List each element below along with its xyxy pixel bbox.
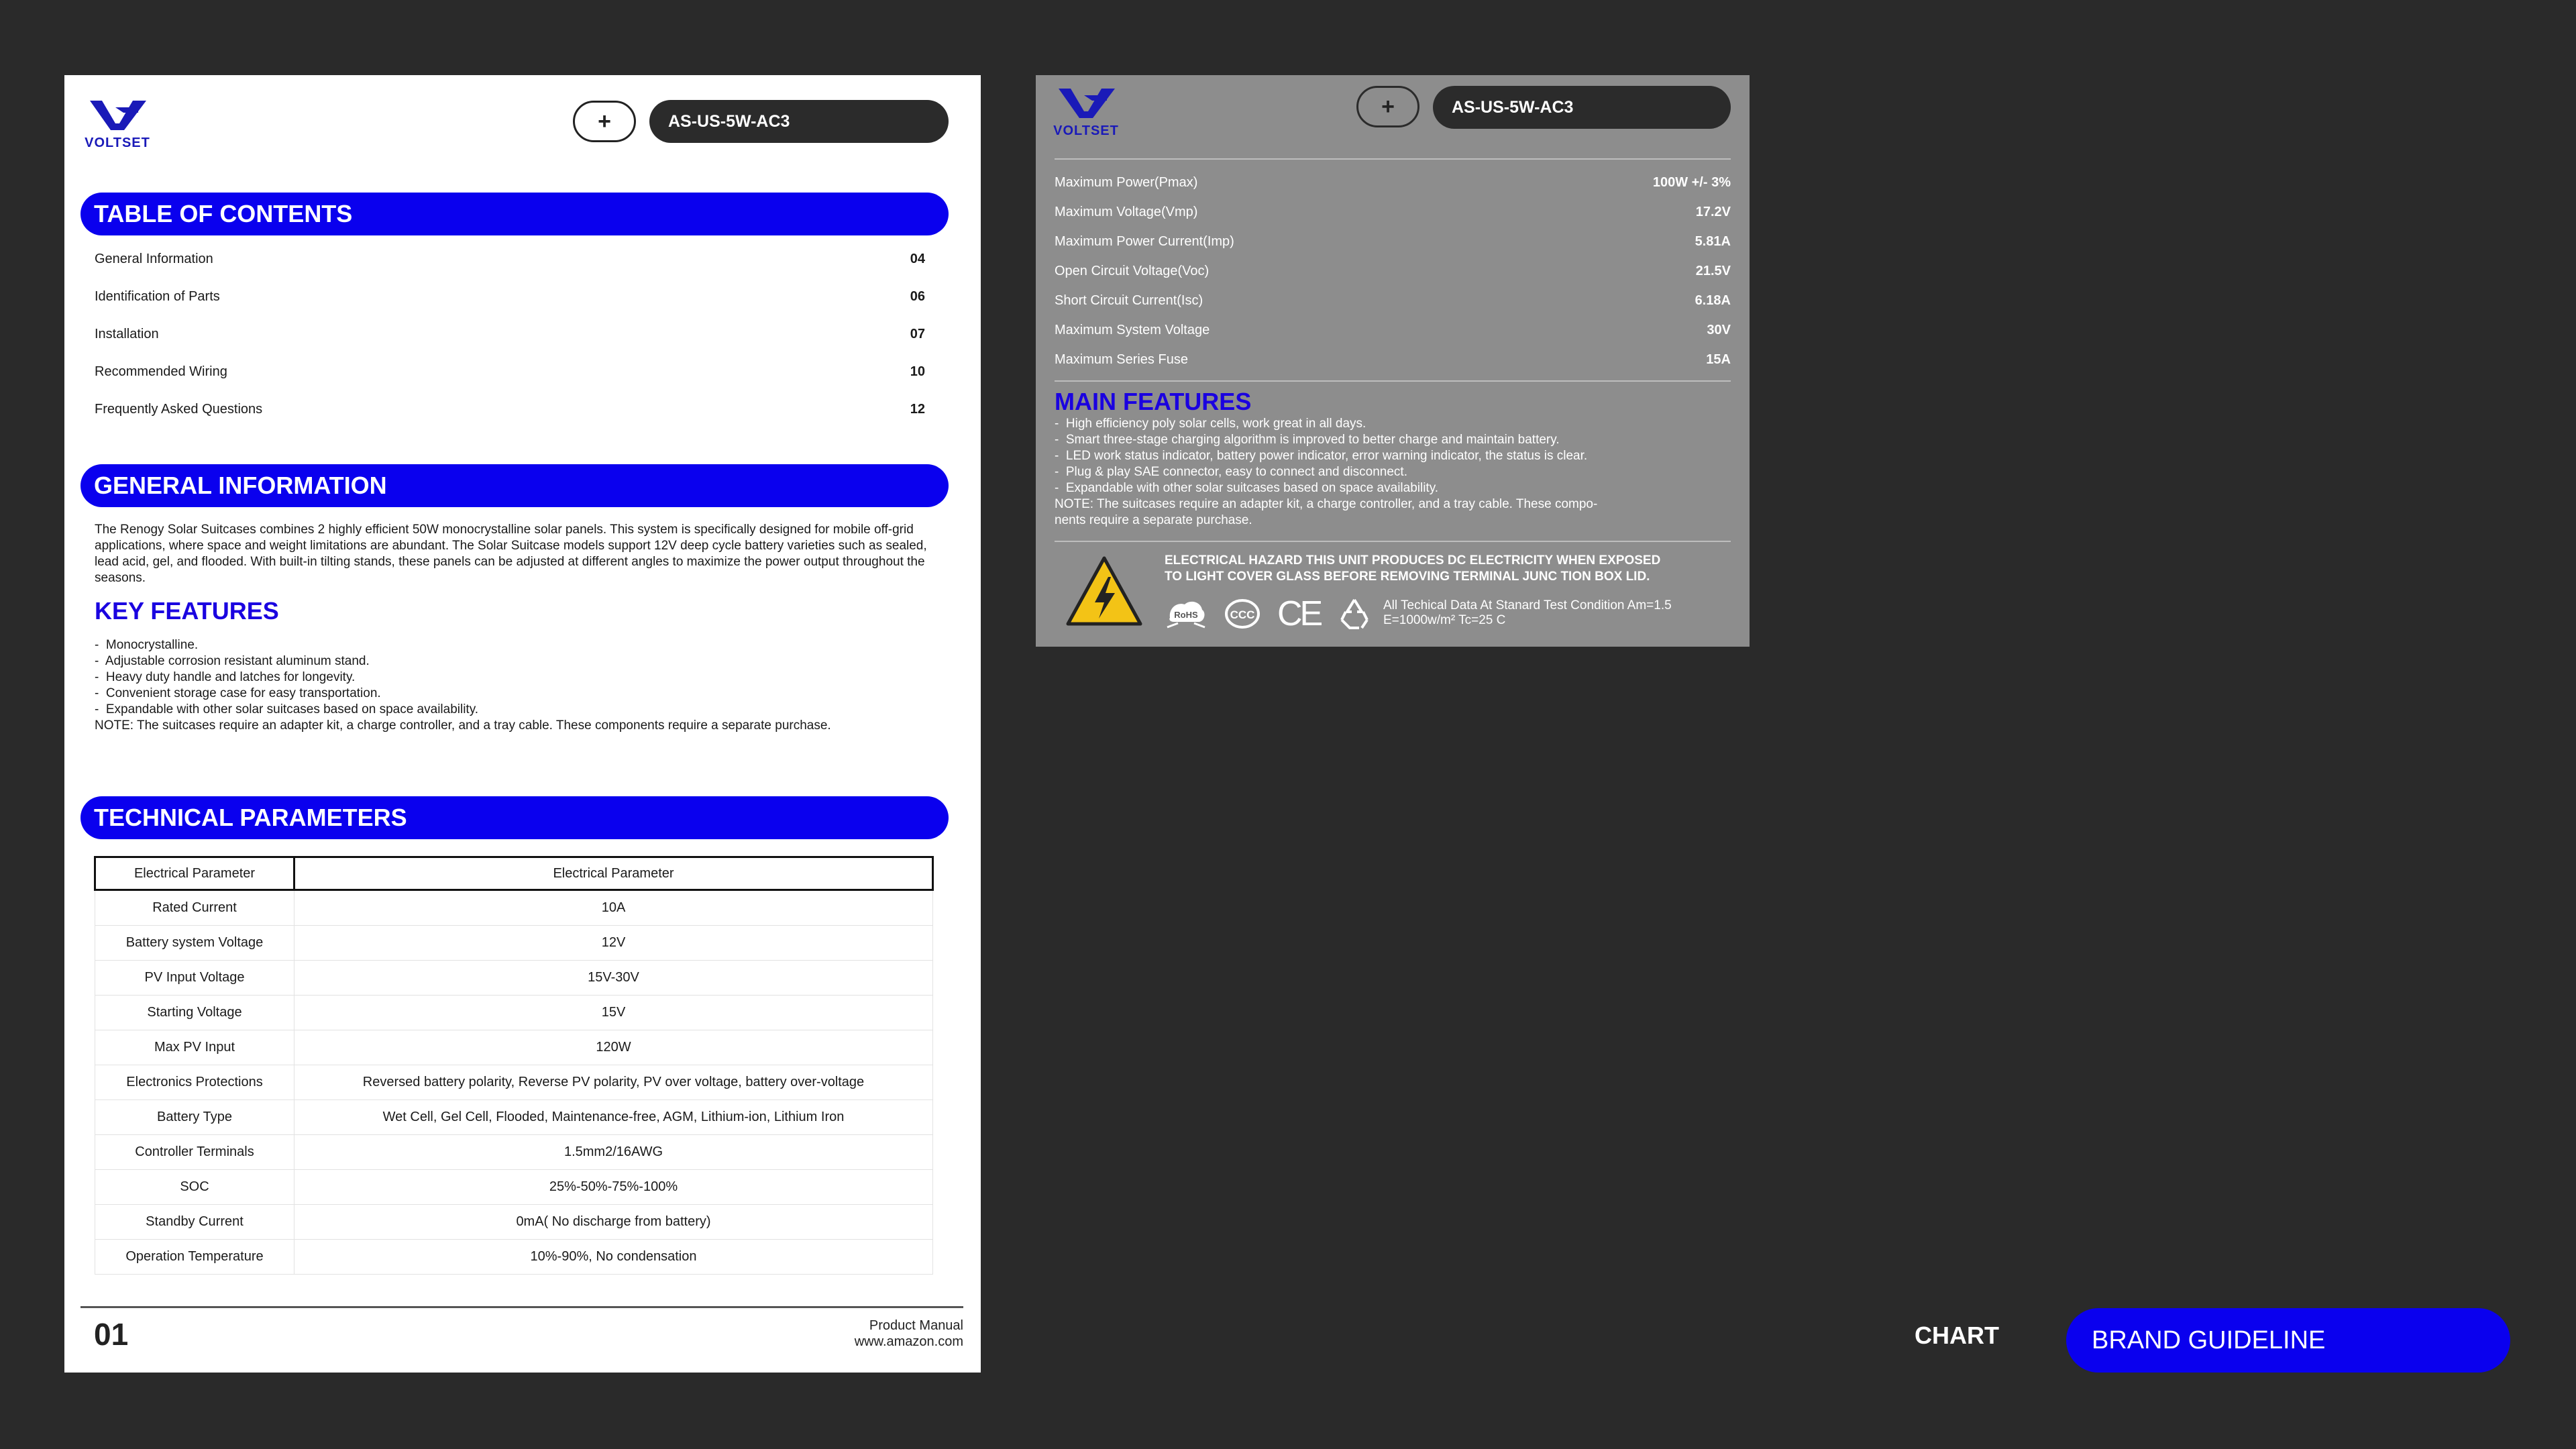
list-item: - Plug & play SAE connector, easy to connect and disconnect. xyxy=(1055,465,1407,479)
spec-row xyxy=(1055,197,1731,227)
spec-value: 6.18A xyxy=(1695,292,1731,308)
spec-label: Maximum Series Fuse xyxy=(1055,352,1188,367)
toc-item-label: Frequently Asked Questions xyxy=(95,401,263,417)
page-number: 01 xyxy=(94,1317,129,1352)
spec-value: 21.5V xyxy=(1695,263,1731,278)
spec-label: Maximum Power(Pmax) xyxy=(1055,174,1198,190)
technical-table xyxy=(94,856,934,1275)
add-button[interactable]: + xyxy=(573,101,636,142)
chart-nav-link[interactable]: CHART xyxy=(1915,1322,1999,1349)
table-row xyxy=(95,1065,933,1100)
toc-item-page: 12 xyxy=(910,401,925,417)
toc-item-page: 10 xyxy=(910,364,925,379)
test-condition-line: E=1000w/m² Tc=25 C xyxy=(1383,613,1506,627)
table-cell: Wet Cell, Gel Cell, Flooded, Maintenance-free, AGM, Lithium-ion, Lithium Iron xyxy=(294,1100,933,1135)
toc-item-page: 04 xyxy=(910,251,925,266)
main-features-list xyxy=(1055,416,1739,529)
list-item: - LED work status indicator, battery power indicator, error warning indicator, the status is clear. xyxy=(1055,449,1588,463)
table-cell: 0mA( No discharge from battery) xyxy=(294,1205,933,1240)
model-pill[interactable]: AS-US-5W-AC3 xyxy=(649,100,949,143)
table-cell: 12V xyxy=(294,926,933,961)
voltset-logo xyxy=(1051,85,1122,139)
toc-item[interactable] xyxy=(95,321,925,347)
table-row xyxy=(95,926,933,961)
table-row xyxy=(95,1135,933,1170)
table-cell: Max PV Input xyxy=(95,1030,294,1065)
rohs-icon xyxy=(1165,596,1208,631)
table-cell: Starting Voltage xyxy=(95,996,294,1030)
hazard-line: TO LIGHT COVER GLASS BEFORE REMOVING TERMINAL JUNC TION BOX LID. xyxy=(1165,570,1650,584)
key-features-list xyxy=(95,637,933,734)
table-row xyxy=(95,1240,933,1275)
list-item: - Smart three-stage charging algorithm is improved to better charge and maintain battery. xyxy=(1055,433,1560,447)
table-cell: Electronics Protections xyxy=(95,1065,294,1100)
key-features-note: NOTE: The suitcases require an adapter kit, a charge controller, and a tray cable. These components require a separate purchase. xyxy=(95,718,831,733)
hazard-warning xyxy=(1165,553,1735,585)
general-info-text: The Renogy Solar Suitcases combines 2 highly efficient 50W monocrystalline solar panels. This system is specifically designed for mobile off-grid applications, where space and weight limitations are abundant. The Solar Suitcase models support 12V deep cycle battery varieties such as sealed, lead acid, gel, and flooded. With built-in tilting stands, these panels can be adjusted at different angles to maximize the power output throughout the seasons. xyxy=(95,523,927,585)
table-cell: 10A xyxy=(294,890,933,926)
footer-site-link[interactable]: www.amazon.com xyxy=(854,1334,963,1349)
toc-item[interactable] xyxy=(95,246,925,272)
spec-row xyxy=(1055,256,1731,286)
table-cell: 120W xyxy=(294,1030,933,1065)
spec-row xyxy=(1055,345,1731,374)
ccc-icon xyxy=(1224,596,1261,631)
list-item: - High efficiency poly solar cells, work great in all days. xyxy=(1055,417,1366,431)
spec-row xyxy=(1055,315,1731,345)
table-cell: Controller Terminals xyxy=(95,1135,294,1170)
general-info-heading: GENERAL INFORMATION xyxy=(80,464,949,507)
toc-item-page: 07 xyxy=(910,326,925,341)
model-pill[interactable]: AS-US-5W-AC3 xyxy=(1433,86,1731,129)
toc-item-label: Installation xyxy=(95,326,159,341)
divider xyxy=(1055,158,1731,160)
toc-item-label: Identification of Parts xyxy=(95,288,220,304)
main-features-note: NOTE: The suitcases require an adapter kit, a charge controller, and a tray cable. These compo- xyxy=(1055,497,1598,511)
toc-item-page: 06 xyxy=(910,288,925,304)
divider xyxy=(1055,541,1731,542)
voltset-logo-mark xyxy=(1051,85,1122,126)
table-row xyxy=(95,961,933,996)
hazard-line: ELECTRICAL HAZARD THIS UNIT PRODUCES DC ELECTRICITY WHEN EXPOSED xyxy=(1165,553,1661,568)
spec-value: 15A xyxy=(1706,352,1731,367)
table-cell: Battery system Voltage xyxy=(95,926,294,961)
table-cell: Operation Temperature xyxy=(95,1240,294,1275)
list-item: - Convenient storage case for easy transportation. xyxy=(95,686,381,700)
toc-item[interactable] xyxy=(95,358,925,385)
footer-doc-name: Product Manual xyxy=(869,1318,963,1333)
table-header-row xyxy=(95,857,933,890)
spec-label: Maximum Power Current(Imp) xyxy=(1055,233,1234,249)
logo-text: VOLTSET xyxy=(85,136,150,150)
brand-guideline-button[interactable]: BRAND GUIDELINE xyxy=(2066,1308,2510,1373)
test-condition-text xyxy=(1383,598,1672,628)
ce-mark-icon: CE xyxy=(1277,594,1321,633)
table-cell: 1.5mm2/16AWG xyxy=(294,1135,933,1170)
spec-row xyxy=(1055,168,1731,197)
rohs-label: RoHS xyxy=(1174,610,1198,620)
table-header-cell: Electrical Parameter xyxy=(95,857,294,890)
table-row xyxy=(95,996,933,1030)
table-cell: 10%-90%, No condensation xyxy=(294,1240,933,1275)
table-cell: 15V xyxy=(294,996,933,1030)
test-condition-line: All Techical Data At Stanard Test Condition Am=1.5 xyxy=(1383,598,1672,612)
product-label-panel xyxy=(1036,75,1750,647)
spec-value: 5.81A xyxy=(1695,233,1731,249)
manual-page xyxy=(64,75,981,1373)
toc-item-label: Recommended Wiring xyxy=(95,364,227,379)
svg-text:CCC: CCC xyxy=(1230,608,1255,621)
voltset-logo xyxy=(82,97,153,151)
toc-heading: TABLE OF CONTENTS xyxy=(80,193,949,235)
certification-icons xyxy=(1165,596,1373,632)
list-item: - Adjustable corrosion resistant aluminum stand. xyxy=(95,654,370,668)
table-header-cell: Electrical Parameter xyxy=(294,857,933,890)
logo-text: VOLTSET xyxy=(1053,123,1119,138)
add-button[interactable]: + xyxy=(1356,86,1419,127)
toc-item-label: General Information xyxy=(95,251,213,266)
table-cell: 25%-50%-75%-100% xyxy=(294,1170,933,1205)
table-cell: Reversed battery polarity, Reverse PV polarity, PV over voltage, battery over-voltage xyxy=(294,1065,933,1100)
spec-row xyxy=(1055,227,1731,256)
list-item: - Monocrystalline. xyxy=(95,638,199,652)
spec-label: Maximum Voltage(Vmp) xyxy=(1055,204,1198,219)
table-row xyxy=(95,890,933,926)
technical-heading: TECHNICAL PARAMETERS xyxy=(80,796,949,839)
main-features-heading: MAIN FEATURES xyxy=(1055,388,1252,415)
main-features-note: nents require a separate purchase. xyxy=(1055,513,1252,527)
table-cell: SOC xyxy=(95,1170,294,1205)
spec-label: Maximum System Voltage xyxy=(1055,322,1210,337)
table-row xyxy=(95,1030,933,1065)
table-cell: 15V-30V xyxy=(294,961,933,996)
divider xyxy=(1055,380,1731,382)
voltset-logo-mark xyxy=(82,97,153,138)
table-row xyxy=(95,1205,933,1240)
list-item: - Expandable with other solar suitcases based on space availability. xyxy=(1055,481,1439,495)
table-row xyxy=(95,1100,933,1135)
table-cell: Battery Type xyxy=(95,1100,294,1135)
recycle-icon xyxy=(1336,596,1373,632)
table-row xyxy=(95,1170,933,1205)
spec-row xyxy=(1055,286,1731,315)
table-cell: PV Input Voltage xyxy=(95,961,294,996)
footer-divider xyxy=(80,1306,963,1308)
footer-info xyxy=(855,1318,963,1350)
toc-item[interactable] xyxy=(95,396,925,423)
spec-label: Open Circuit Voltage(Voc) xyxy=(1055,263,1210,278)
spec-value: 100W +/- 3% xyxy=(1652,174,1731,190)
spec-value: 30V xyxy=(1707,322,1731,337)
spec-label: Short Circuit Current(Isc) xyxy=(1055,292,1203,308)
key-features-heading: KEY FEATURES xyxy=(95,597,279,625)
spec-value: 17.2V xyxy=(1695,204,1731,219)
electrical-hazard-icon xyxy=(1064,554,1144,628)
toc-item[interactable] xyxy=(95,283,925,310)
list-item: - Heavy duty handle and latches for longevity. xyxy=(95,670,356,684)
table-cell: Standby Current xyxy=(95,1205,294,1240)
list-item: - Expandable with other solar suitcases based on space availability. xyxy=(95,702,479,716)
table-cell: Rated Current xyxy=(95,890,294,926)
